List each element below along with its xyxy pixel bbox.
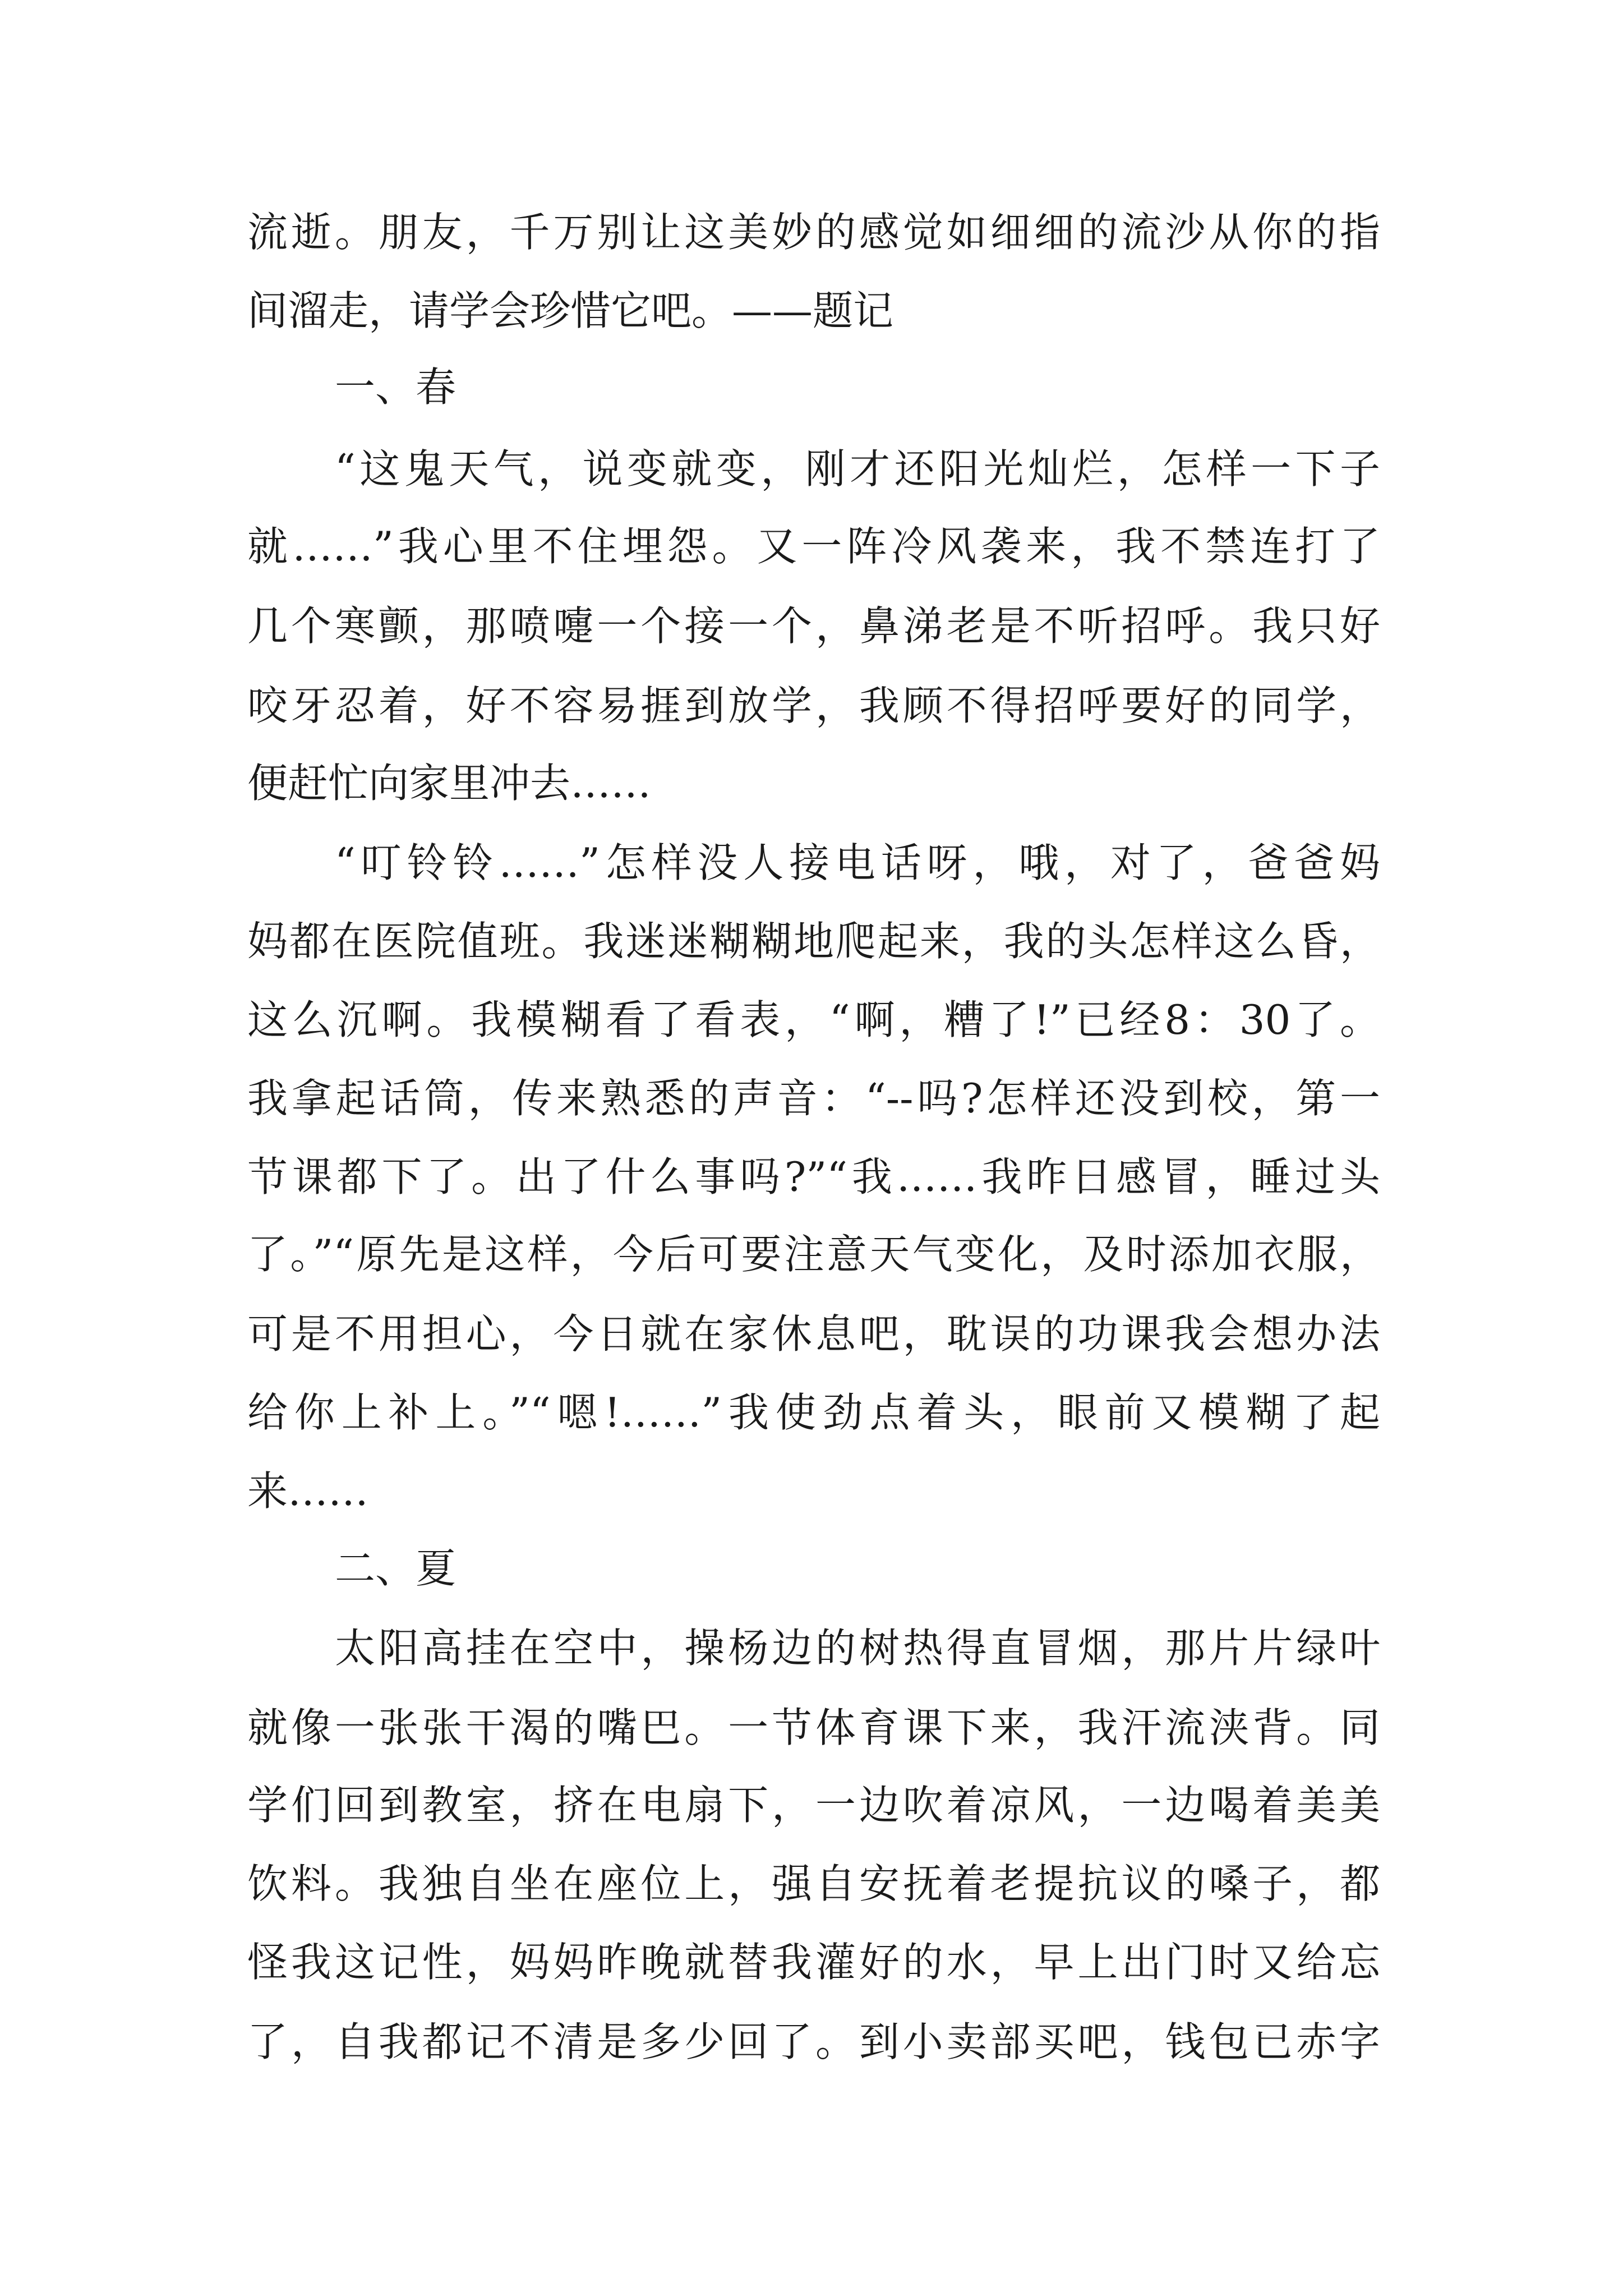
text-line: 这么沉啊。我模糊看了看表，“啊，糟了!”已经8：30了。 (247, 996, 1380, 1043)
text-line: “这鬼天气，说变就变，刚才还阳光灿烂，怎样一下子 (335, 445, 1380, 493)
section-heading-spring: 一、春 (335, 364, 457, 411)
text-line: 了。”“原先是这样，今后可要注意天气变化，及时添加衣服， (247, 1231, 1380, 1278)
text-line: 就……”我心里不住埋怨。又一阵冷风袭来，我不禁连打了 (247, 523, 1380, 570)
text-line: 怪我这记性，妈妈昨晚就替我灌好的水，早上出门时又给忘 (247, 1939, 1380, 1986)
text-line: 几个寒颤，那喷嚏一个接一个，鼻涕老是不听招呼。我只好 (247, 602, 1380, 650)
text-line: 来…… (247, 1467, 369, 1515)
text-line: 可是不用担心，今日就在家休息吧，耽误的功课我会想办法 (247, 1310, 1380, 1358)
text-line: 节课都下了。出了什么事吗?”“我……我昨日感冒，睡过头 (247, 1153, 1380, 1200)
section-heading-summer: 二、夏 (335, 1545, 457, 1592)
text-line: 流逝。朋友，千万别让这美妙的感觉如细细的流沙从你的指 (247, 209, 1380, 256)
text-line: 饮料。我独自坐在座位上，强自安抚着老提抗议的嗓子，都 (247, 1860, 1380, 1907)
text-line: 我拿起话筒，传来熟悉的声音：“--吗?怎样还没到校，第一 (247, 1075, 1380, 1122)
text-line: 给你上补上。”“嗯!……”我使劲点着头，眼前又模糊了起 (247, 1389, 1380, 1436)
text-line: 妈都在医院值班。我迷迷糊糊地爬起来，我的头怎样这么昏， (247, 918, 1380, 965)
text-line: 间溜走，请学会珍惜它吧。——题记 (247, 287, 894, 334)
text-line: 咬牙忍着，好不容易捱到放学，我顾不得招呼要好的同学， (247, 682, 1380, 729)
text-line: 太阳高挂在空中，操杨边的树热得直冒烟，那片片绿叶 (335, 1625, 1380, 1672)
text-line: 学们回到教室，挤在电扇下，一边吹着凉风，一边喝着美美 (247, 1782, 1380, 1829)
text-line: 了，自我都记不清是多少回了。到小卖部买吧，钱包已赤字 (247, 2018, 1380, 2065)
text-line: “叮铃铃……”怎样没人接电话呀，哦，对了，爸爸妈 (335, 839, 1380, 886)
text-line: 就像一张张干渴的嘴巴。一节体育课下来，我汗流浃背。同 (247, 1704, 1380, 1751)
text-line: 便赶忙向家里冲去…… (247, 760, 652, 807)
